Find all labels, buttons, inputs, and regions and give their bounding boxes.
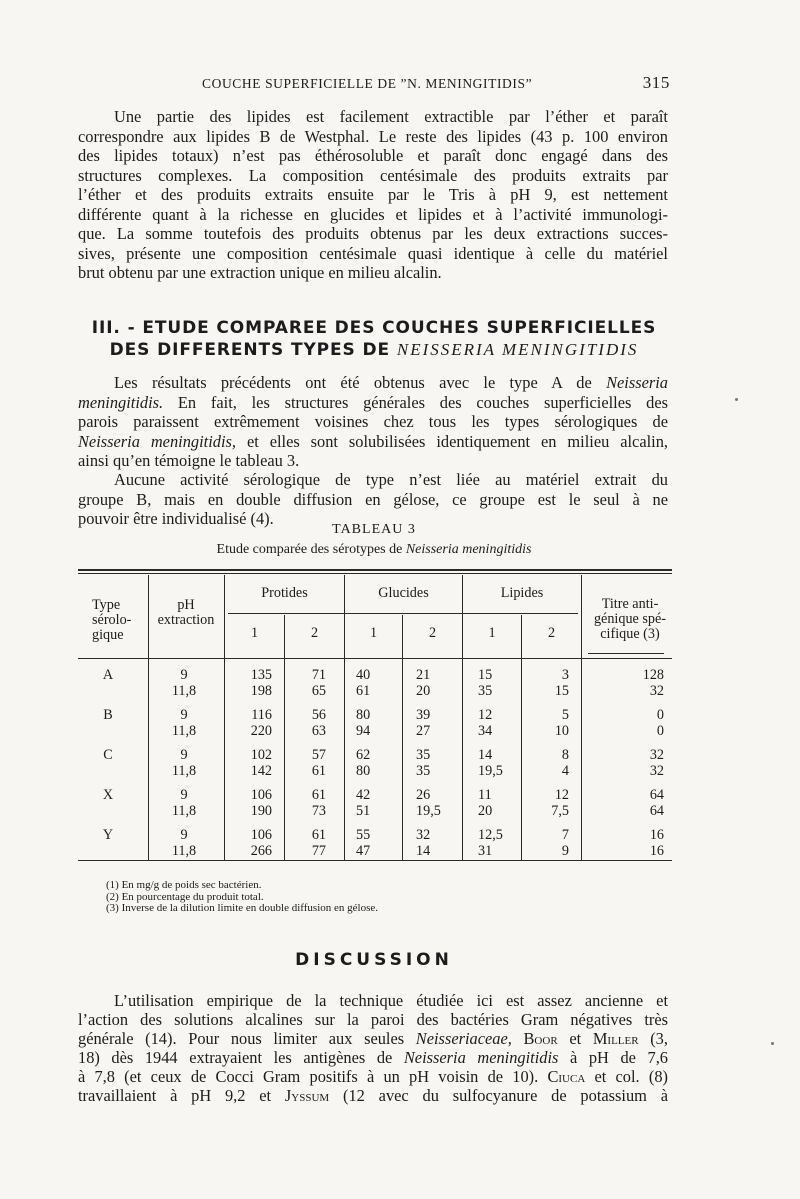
header-text: extraction	[157, 612, 215, 628]
caption-species: Neisseria meningitidis	[405, 542, 532, 557]
text-line: des lipides totaux) n’est pas éthérosoluble et paraît donc engagé dans des	[78, 146, 668, 165]
table-cell-p2	[296, 667, 326, 699]
cell-value: 19,5	[478, 763, 503, 779]
header-text: gique	[92, 627, 124, 643]
column-divider	[148, 575, 149, 860]
table-cell-titre	[594, 667, 664, 699]
cell-value: 14	[478, 747, 493, 763]
cell-value: 80	[356, 763, 371, 779]
text-line: correspondre aux lipides B de Westphal. Le reste des lipides (43 p. 100 environ	[78, 126, 668, 146]
cell-value: 3	[561, 667, 569, 683]
cell-value: 56	[311, 707, 326, 723]
table-cell-l2	[533, 827, 569, 859]
cell-value: 32	[649, 683, 664, 699]
table-caption	[78, 542, 670, 558]
cell-value: 9	[180, 667, 188, 683]
cell-value: 4	[561, 763, 569, 779]
header-text: cifique (3)	[600, 626, 660, 642]
table-cell-p2	[296, 747, 326, 779]
running-title: COUCHE SUPERFICIELLE DE ”N. MENINGITIDIS”	[202, 76, 533, 91]
table-cell-ph	[154, 827, 214, 859]
table-cell-type	[78, 827, 138, 843]
cell-value: C	[103, 747, 113, 763]
table-cell-ph	[154, 747, 214, 779]
table-cell-titre	[594, 747, 664, 779]
text-line: Aucune activité sérologique de type n’est liée au matériel extrait du	[114, 470, 668, 489]
print-speck	[735, 398, 738, 401]
section-title-line-1: III. - ETUDE COMPAREE DES COUCHES SUPERFICIELLES	[91, 318, 657, 338]
table-cell-p1	[236, 747, 272, 779]
header-ph	[153, 598, 219, 628]
table-cell-l1	[478, 747, 518, 779]
cell-value: 11	[478, 787, 492, 803]
cell-value: 9	[180, 827, 188, 843]
cell-value: 94	[356, 723, 371, 739]
table-cell-g1	[356, 667, 392, 699]
cell-value: 20	[478, 803, 493, 819]
header-text: Type	[92, 597, 121, 613]
table-cell-l2	[533, 787, 569, 819]
table-cell-g1	[356, 747, 392, 779]
text-run: En fait, les structures générales des couches superficielles des	[177, 392, 668, 412]
cell-value: 5	[561, 707, 569, 723]
cell-value: 12,5	[478, 827, 503, 843]
text-line	[78, 432, 668, 452]
cell-value: 116	[251, 707, 272, 723]
table-cell-g2	[416, 827, 452, 859]
cell-value: 55	[356, 827, 371, 843]
cell-value: 9	[180, 787, 188, 803]
column-divider	[284, 615, 285, 860]
text-line: que. La somme toutefois des produits obtenus par les deux extractions succes-	[78, 224, 668, 243]
cell-value: 57	[311, 747, 326, 763]
section-title-prefix: DES DIFFERENTS TYPES DE	[109, 340, 391, 360]
text-line: groupe B, mais en double diffusion en gélose, ce groupe est le seul à ne	[78, 489, 668, 509]
cell-value: 73	[311, 803, 326, 819]
text-line: l’éther et des produits extraits ensuite par le Tris à pH 9, est nettement	[78, 185, 668, 204]
paragraph-serologique	[78, 470, 668, 529]
species-name: Neisseria	[606, 373, 668, 392]
cell-value: B	[103, 707, 113, 723]
cell-value: 35	[416, 747, 431, 763]
table-top-rule-2	[78, 573, 672, 574]
text-run: à 7,8 (et ceux de Cocci Gram positifs à un pH voisin de 10).	[78, 1067, 539, 1086]
cell-value: 9	[180, 707, 188, 723]
cell-value: 34	[478, 723, 493, 739]
text-run: Les résultats précédents ont été obtenus avec le type A de	[114, 373, 592, 392]
table-cell-type	[78, 707, 138, 723]
text-line: L’utilisation empirique de la technique étudiée ici est assez ancienne et	[114, 991, 668, 1010]
cell-value: 135	[250, 667, 272, 683]
text-line: Une partie des lipides est facilement extractible par l’éther et paraît	[114, 107, 668, 126]
table-cell-g2	[416, 787, 452, 819]
cell-value: 15	[554, 683, 569, 699]
table-cell-ph	[154, 667, 214, 699]
cell-value: 14	[416, 843, 431, 859]
column-divider	[462, 575, 463, 860]
subheader-2: 2	[310, 625, 319, 641]
table-cell-ph	[154, 707, 214, 739]
cell-value: 77	[311, 843, 326, 859]
subheader-2: 2	[547, 625, 556, 641]
text-line: structures complexes. La composition centésimale des produits extraits par	[78, 165, 668, 185]
table-cell-p1	[236, 787, 272, 819]
cell-value: 16	[649, 827, 664, 843]
table-cell-titre	[594, 707, 664, 739]
cell-value: 35	[478, 683, 493, 699]
column-divider	[581, 575, 582, 860]
cell-value: X	[102, 787, 114, 803]
cell-value: 35	[416, 763, 431, 779]
cell-value: 21	[416, 667, 431, 683]
cell-value: 11,8	[171, 723, 197, 739]
table-cell-g2	[416, 707, 452, 739]
cell-value: 61	[311, 787, 326, 803]
table-cell-l2	[533, 707, 569, 739]
cell-value: 32	[649, 763, 664, 779]
family-name: Neisseriaceae,	[415, 1029, 512, 1048]
discussion-heading: DISCUSSION	[295, 950, 453, 970]
text-run: générale (14). Pour nous limiter aux seules	[78, 1029, 405, 1048]
cell-value: 61	[311, 763, 326, 779]
cell-value: 40	[356, 667, 371, 683]
cell-value: 11,8	[171, 763, 197, 779]
author-name: Jyssum	[284, 1086, 330, 1105]
text-run: 18) dès 1944 extrayaient les antigènes de	[78, 1048, 393, 1067]
data-table	[78, 565, 672, 865]
table-label: TABLEAU 3	[332, 522, 416, 537]
header-titre	[588, 597, 672, 642]
text-line: différente quant à la richesse en glucides et lipides et à l’activité immunologi-	[78, 204, 668, 224]
cell-value: Y	[102, 827, 114, 843]
cell-value: 11,8	[171, 803, 197, 819]
titre-underline	[588, 653, 664, 654]
table-cell-g1	[356, 707, 392, 739]
table-cell-g1	[356, 827, 392, 859]
text-run: (3,	[650, 1029, 668, 1048]
table-bottom-rule	[78, 860, 672, 861]
cell-value: 128	[642, 667, 664, 683]
column-divider	[521, 615, 522, 860]
table-note: (2) En pourcentage du produit total.	[106, 890, 264, 903]
table-cell-l2	[533, 667, 569, 699]
page-number: 315	[642, 73, 670, 92]
subheader-1: 1	[369, 625, 378, 641]
table-cell-g1	[356, 787, 392, 819]
table-cell-p1	[236, 667, 272, 699]
table-cell-l1	[478, 707, 518, 739]
cell-value: 20	[416, 683, 431, 699]
cell-value: 11,8	[171, 843, 197, 859]
text-run: et col. (8)	[594, 1067, 668, 1086]
print-speck	[771, 1042, 774, 1045]
table-cell-type	[78, 787, 138, 803]
table-cell-g2	[416, 747, 452, 779]
species-name: Neisseria meningitidis	[403, 1048, 559, 1067]
header-glucides: Glucides	[378, 585, 429, 601]
cell-value: A	[102, 667, 114, 683]
author-name: Ciuca	[547, 1067, 586, 1086]
subheader-1: 1	[250, 625, 259, 641]
cell-value: 0	[656, 707, 664, 723]
cell-value: 47	[356, 843, 371, 859]
cell-value: 42	[356, 787, 371, 803]
table-cell-type	[78, 747, 138, 763]
cell-value: 32	[649, 747, 664, 763]
table-cell-p2	[296, 707, 326, 739]
text-line	[78, 1029, 668, 1048]
text-run: à pH de 7,6	[570, 1048, 668, 1067]
cell-value: 11,8	[171, 683, 197, 699]
cell-value: 9	[180, 747, 188, 763]
cell-value: 27	[416, 723, 431, 739]
text-line	[78, 373, 668, 393]
cell-value: 190	[250, 803, 272, 819]
header-text: sérolo-	[92, 612, 132, 628]
cell-value: 142	[250, 763, 272, 779]
cell-value: 39	[416, 707, 431, 723]
cell-value: 220	[250, 723, 272, 739]
cell-value: 61	[356, 683, 371, 699]
cell-value: 10	[554, 723, 569, 739]
header-text: pH	[177, 597, 195, 613]
text-run: (12 avec du sulfocyanure de potassium à	[343, 1086, 668, 1105]
text-line: sives, présente une composition centésimale quasi identique à celle du matériel	[78, 243, 668, 263]
table-top-rule	[78, 569, 672, 571]
table-cell-g2	[416, 667, 452, 699]
cell-value: 26	[416, 787, 431, 803]
section-title	[78, 317, 670, 361]
table-note: (1) En mg/g de poids sec bactérien.	[106, 879, 262, 891]
cell-value: 198	[250, 683, 272, 699]
species-name: meningitidis.	[78, 392, 164, 412]
cell-value: 63	[311, 723, 326, 739]
column-divider	[402, 615, 403, 860]
group-underline	[228, 613, 578, 614]
header-type	[92, 598, 131, 643]
section-title-line-2	[78, 339, 670, 361]
cell-value: 71	[311, 667, 326, 683]
text-line	[78, 1067, 668, 1086]
column-divider	[224, 575, 225, 860]
cell-value: 7	[561, 827, 569, 843]
paragraph-resultats	[78, 373, 668, 471]
cell-value: 9	[561, 843, 569, 859]
cell-value: 61	[311, 827, 326, 843]
text-line	[78, 1048, 668, 1067]
text-line: l’action des solutions alcalines sur la paroi des bactéries Gram négatives très	[78, 1010, 668, 1029]
cell-value: 266	[250, 843, 272, 859]
text-line: ainsi qu’en témoigne le tableau 3.	[78, 451, 300, 470]
cell-value: 0	[656, 723, 664, 739]
author-name: Boor	[523, 1029, 558, 1048]
text-line: pouvoir être individualisé (4).	[78, 509, 274, 528]
table-cell-l2	[533, 747, 569, 779]
header-text: génique spé-	[593, 611, 667, 627]
cell-value: 64	[649, 787, 664, 803]
table-cell-titre	[594, 787, 664, 819]
table-cell-ph	[154, 787, 214, 819]
cell-value: 106	[250, 827, 272, 843]
species-name: Neisseria meningitidis,	[78, 431, 236, 451]
cell-value: 12	[554, 787, 569, 803]
header-bottom-rule	[78, 658, 672, 659]
table-cell-p2	[296, 827, 326, 859]
cell-value: 51	[356, 803, 371, 819]
cell-value: 7,5	[551, 803, 569, 819]
paragraph-discussion	[78, 991, 668, 1105]
cell-value: 16	[649, 843, 664, 859]
text-run: et elles sont solubilisées identiquement en milieu alcalin,	[246, 431, 668, 451]
cell-value: 80	[356, 707, 371, 723]
table-cell-l1	[478, 667, 518, 699]
cell-value: 12	[478, 707, 493, 723]
table-cell-p1	[236, 827, 272, 859]
table-cell-type	[78, 667, 138, 683]
author-name: Miller	[592, 1029, 639, 1048]
table-cell-titre	[594, 827, 664, 859]
text-run: et	[569, 1029, 582, 1048]
cell-value: 62	[356, 747, 371, 763]
table-cell-p2	[296, 787, 326, 819]
table-cell-l1	[478, 787, 518, 819]
subheader-2: 2	[428, 625, 437, 641]
cell-value: 32	[416, 827, 431, 843]
cell-value: 8	[561, 747, 569, 763]
cell-value: 15	[478, 667, 493, 683]
table-cell-p1	[236, 707, 272, 739]
text-run: travaillaient à pH 9,2 et	[78, 1086, 272, 1105]
table-cell-l1	[478, 827, 518, 859]
cell-value: 64	[649, 803, 664, 819]
paragraph-lipides	[78, 107, 668, 283]
header-lipides: Lipides	[500, 585, 544, 601]
cell-value: 65	[311, 683, 326, 699]
section-title-species: NEISSERIA MENINGITIDIS	[396, 340, 639, 359]
table-notes	[106, 880, 378, 915]
cell-value: 102	[250, 747, 272, 763]
cell-value: 106	[250, 787, 272, 803]
column-divider	[344, 575, 345, 860]
cell-value: 31	[478, 843, 493, 859]
text-line	[78, 1086, 668, 1105]
header-protides: Protides	[261, 585, 308, 601]
text-line: parois paraissent extrêmement voisines chez tous les types sérologiques de	[78, 412, 668, 431]
caption-text: Etude comparée des sérotypes de	[216, 542, 403, 557]
text-line	[78, 393, 668, 413]
subheader-1: 1	[488, 625, 496, 641]
table-note: (3) Inverse de la dilution limite en double diffusion en gélose.	[106, 902, 378, 914]
cell-value: 19,5	[416, 803, 441, 819]
header-text: Titre anti-	[601, 596, 659, 612]
text-line: brut obtenu par une extraction unique en milieu alcalin.	[78, 263, 442, 282]
